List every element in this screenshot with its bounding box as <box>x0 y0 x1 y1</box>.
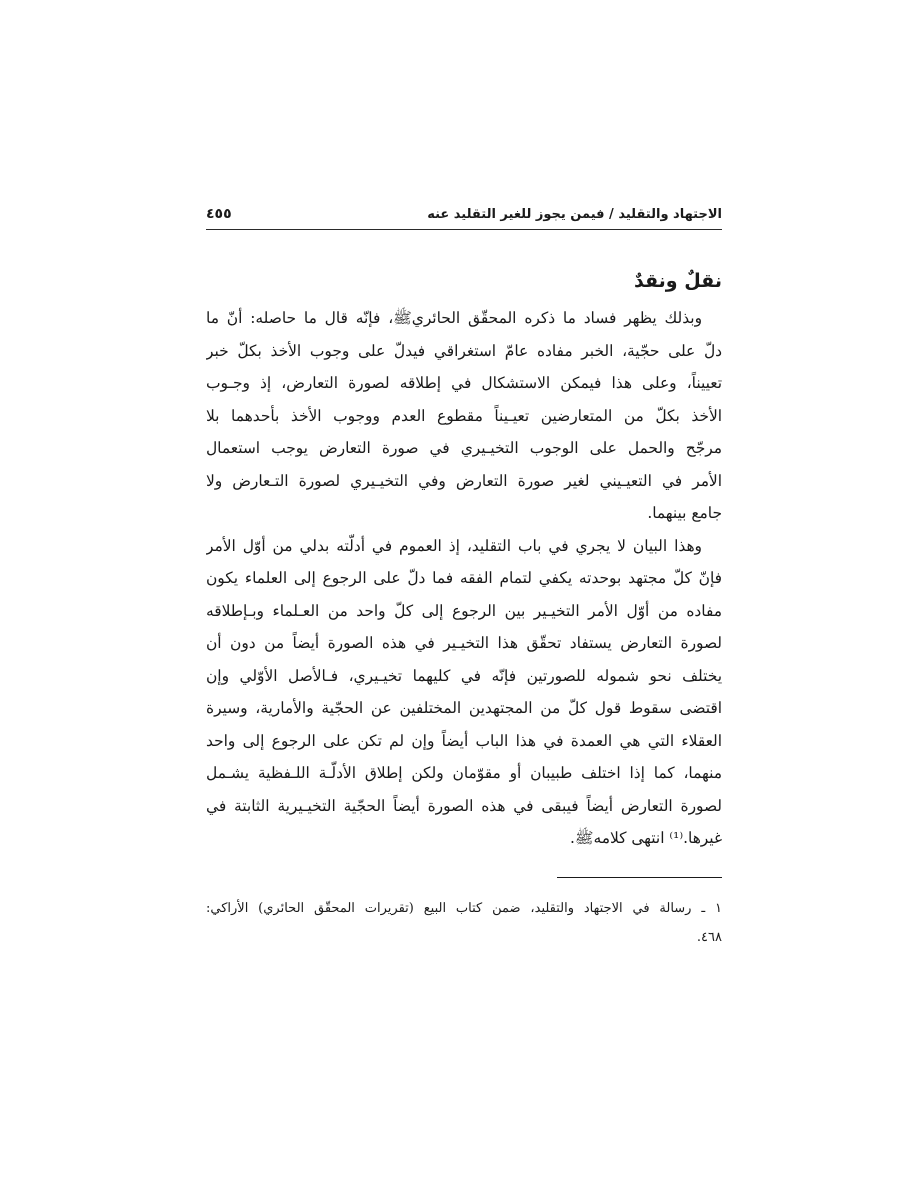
text-line: الأمر في التعيـيني لغير صورة التعارض وفي التخيـيري لصورة التـعارض ولا <box>206 471 722 490</box>
text-line: غيرها.⁽¹⁾ انتهى كلامهﷺ. <box>569 829 722 847</box>
text-line: الأخذ بكلّ من المتعارضين تعيـيناً مقطوع العدم ووجوب الأخذ بأحدهما بلا <box>206 406 722 425</box>
text-line: منهما، كما إذا اختلف طبيبان أو مقوّمان ولكن إطلاق الأدلّـة اللـفظية يشـمل <box>206 764 722 782</box>
running-head <box>206 200 722 230</box>
page-number: ٤٥٥ <box>206 206 232 222</box>
text-line: مرجّح والحمل على الوجوب التخيـيري في صورة التعارض يوجب استعمال <box>206 439 722 457</box>
footnote <box>206 894 722 952</box>
text-line: لصورة التعارض يستفاد تحقّق هذا التخيـير في هذه الصورة أيضاً من دون أن <box>206 634 722 652</box>
paragraph-1 <box>206 302 722 530</box>
text-line: وبذلك يظهر فساد ما ذكره المحقّق الحائريﷺ، فإنّه قال ما حاصله: أنّ ما <box>206 309 702 327</box>
text-line: وهذا البيان لا يجري في باب التقليد، إذ العموم في أدلّته بدلي من أوّل الأمر <box>206 536 702 555</box>
text-line: فإنّ كلّ مجتهد بوحدته يكفي لتمام الفقه فما دلّ على الرجوع إلى العلماء يكون <box>206 569 722 587</box>
text-line: جامع بينهما. <box>647 504 722 522</box>
running-head-title: الاجتهاد والتقليد / فيمن يجوز للغير التقليد عنه <box>427 207 722 222</box>
section-title: نقلٌ ونقدٌ <box>634 270 722 292</box>
text-line: مفاده من أوّل الأمر التخيـير بين الرجوع إلى كلّ واحد من العـلماء وبـإطلاقه <box>206 601 722 620</box>
text-line: دلّ على حجّية، الخبر مفاده عامّ استغراقي فيدلّ على وجوب الأخذ بكلّ خبر <box>206 341 722 360</box>
footnote-line: ٤٦٨. <box>696 929 722 945</box>
footnote-divider <box>557 877 722 878</box>
book-page <box>206 200 722 952</box>
text-line: العقلاء التي هي العمدة في هذا الباب أيضاً وإن لم تكن على الرجوع إلى واحد <box>206 731 722 750</box>
text-line: اقتضى سقوط قول كلّ من المجتهدين المختلفين عن الحجّية والأمارية، وسيرة <box>206 699 722 717</box>
footnote-line: ١ ـ رسالة في الاجتهاد والتقليد، ضمن كتاب البيع (تقريرات المحقّق الحائري) الأراكي: <box>206 900 722 916</box>
paragraph-2 <box>206 530 722 855</box>
text-line: تعييناً، وعلى هذا فيمكن الاستشكال في إطلاقه لصورة التعارض، إذ وجـوب <box>206 374 722 392</box>
text-line: لصورة التعارض أيضاً فيبقى في هذه الصورة أيضاً الحجّية التخيـيرية الثابتة في <box>206 796 722 815</box>
text-line: يختلف نحو شموله للصورتين فإنّه في كليهما تخيـيري، فـالأصل الأوّلي وإن <box>206 666 722 685</box>
